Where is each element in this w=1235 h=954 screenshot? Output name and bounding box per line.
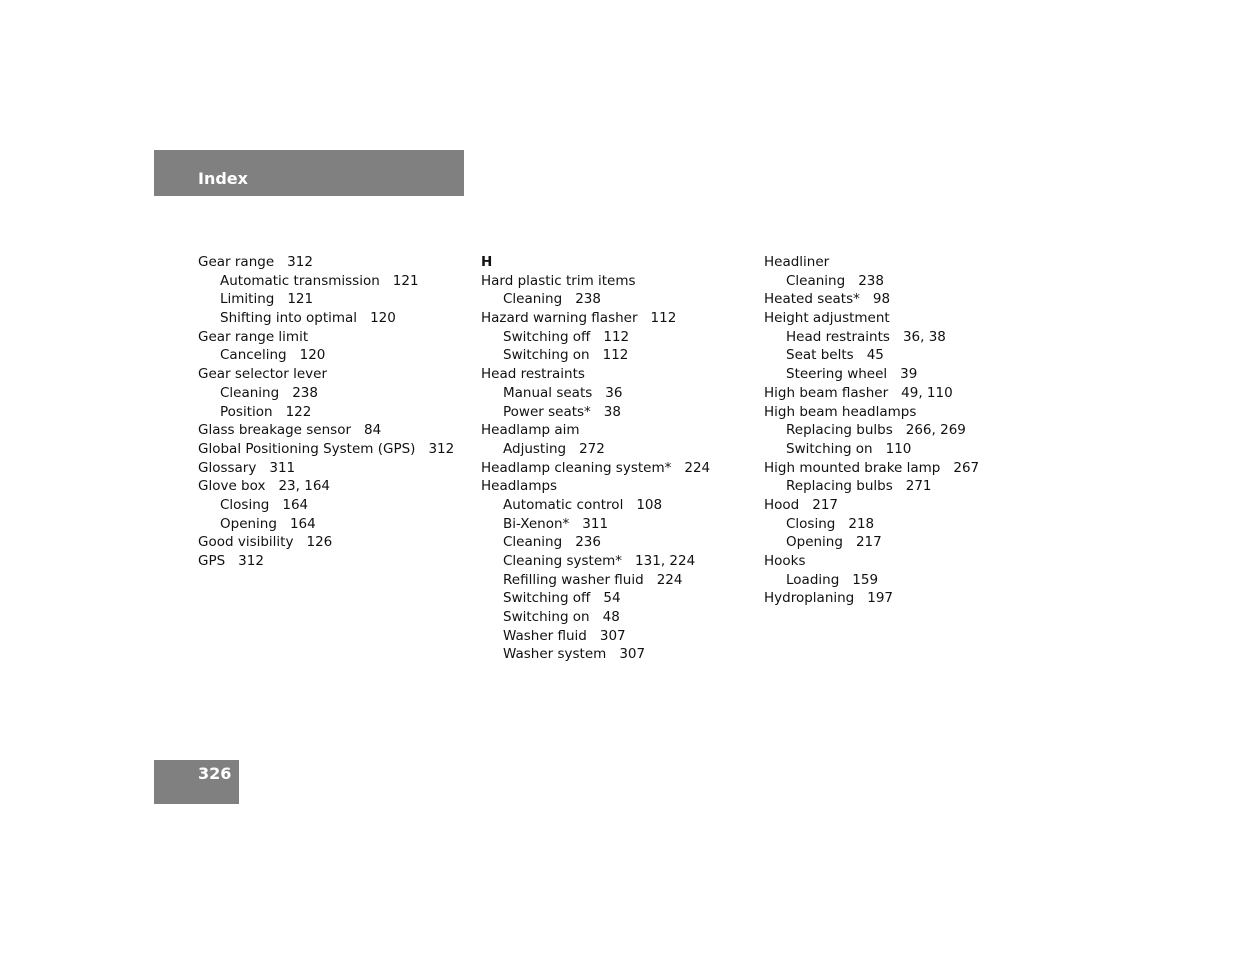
index-page-ref[interactable]: 311: [582, 515, 609, 532]
index-column-1: [198, 253, 468, 571]
index-term: Glove box: [198, 478, 266, 495]
index-term: Gear range: [198, 254, 275, 270]
index-subentry: [198, 403, 468, 422]
index-page-ref[interactable]: 267: [953, 459, 980, 476]
index-term: Closing: [786, 515, 836, 532]
index-term: Switching on: [786, 440, 873, 457]
index-page-ref[interactable]: 45: [866, 347, 884, 364]
index-page-ref[interactable]: 272: [579, 440, 605, 457]
index-entry: [764, 290, 1034, 309]
index-term: Height adjustment: [764, 310, 890, 327]
index-subentry: [481, 346, 751, 365]
index-subentry: [764, 533, 1034, 552]
index-entry: [481, 365, 751, 384]
index-subentry: [764, 421, 1034, 440]
index-page-ref[interactable]: 121: [287, 291, 314, 308]
page-title: Index: [198, 169, 248, 188]
index-term: Closing: [220, 496, 270, 513]
index-term: Power seats*: [503, 403, 591, 420]
index-page-ref[interactable]: 312: [428, 440, 455, 457]
index-letter-heading: [481, 253, 751, 272]
index-term: Cleaning: [220, 384, 280, 401]
index-term: Refilling washer fluid: [503, 571, 644, 588]
index-page-ref[interactable]: 39: [900, 366, 918, 383]
index-subentry: [481, 552, 751, 571]
index-entry: [764, 552, 1034, 571]
index-subentry: [198, 272, 468, 291]
index-page-ref[interactable]: 122: [285, 403, 312, 420]
index-term: High beam flasher: [764, 384, 889, 401]
index-page-ref[interactable]: 217: [855, 534, 882, 551]
index-subentry: [481, 515, 751, 534]
index-subentry: [481, 533, 751, 552]
index-subentry: [764, 477, 1034, 496]
index-entry: [198, 365, 468, 384]
index-term: Hydroplaning: [764, 590, 855, 607]
index-term: Hooks: [764, 553, 806, 569]
index-term: GPS: [198, 553, 226, 569]
index-page-ref[interactable]: 49, 110: [901, 384, 953, 401]
index-page-ref[interactable]: 126: [306, 534, 333, 551]
index-term: Gear selector lever: [198, 366, 327, 383]
index-entry: [481, 459, 751, 478]
index-page-ref[interactable]: 120: [370, 310, 396, 327]
index-entry: [198, 328, 468, 347]
index-subentry: [481, 608, 751, 627]
index-page-ref[interactable]: 112: [603, 328, 630, 345]
index-subentry: [198, 515, 468, 534]
index-term: Switching on: [503, 609, 590, 626]
index-subentry: [764, 440, 1034, 459]
index-term: Global Positioning System (GPS): [198, 440, 416, 457]
index-subentry: [198, 309, 468, 328]
index-page-ref[interactable]: 164: [289, 515, 316, 532]
index-term: Automatic control: [503, 496, 624, 513]
index-term: High mounted brake lamp: [764, 459, 941, 476]
index-entry: [764, 459, 1034, 478]
index-subentry: [481, 403, 751, 422]
index-term: Automatic transmission: [220, 272, 380, 289]
index-term: Opening: [220, 515, 277, 532]
index-page-ref[interactable]: 131, 224: [635, 553, 696, 569]
index-term: Glossary: [198, 459, 257, 476]
index-column-2: [481, 253, 751, 664]
index-term: Headlamps: [481, 478, 558, 495]
index-entry: [198, 421, 468, 440]
index-subentry: [481, 645, 751, 664]
index-subentry: [481, 589, 751, 608]
index-term: Limiting: [220, 291, 275, 308]
index-entry: [481, 477, 751, 496]
index-term: Switching off: [503, 590, 591, 607]
index-page-ref[interactable]: 112: [650, 310, 677, 327]
index-page-ref[interactable]: 84: [364, 422, 382, 439]
index-page-ref[interactable]: 36: [605, 384, 623, 401]
index-term: Gear range limit: [198, 328, 309, 345]
index-page-ref[interactable]: 238: [575, 291, 601, 308]
index-entry: [481, 421, 751, 440]
index-page-ref[interactable]: 312: [238, 553, 264, 569]
index-page-ref[interactable]: 224: [656, 571, 683, 588]
index-entry: [198, 253, 468, 272]
index-page-ref[interactable]: 224: [684, 459, 711, 476]
index-entry: [198, 459, 468, 478]
index-page-ref[interactable]: 38: [603, 403, 621, 420]
index-subentry: [481, 571, 751, 590]
index-term: Canceling: [220, 347, 287, 364]
index-entry: [764, 403, 1034, 422]
index-entry: [764, 309, 1034, 328]
index-page-ref[interactable]: 312: [287, 254, 313, 270]
index-subentry: [481, 328, 751, 347]
index-entry: [198, 477, 468, 496]
index-subentry: [481, 290, 751, 309]
index-entry: [764, 384, 1034, 403]
index-page-ref[interactable]: 48: [602, 609, 620, 626]
index-term: Washer fluid: [503, 627, 587, 644]
index-entry: [481, 309, 751, 328]
index-page-ref[interactable]: 98: [872, 291, 891, 308]
index-page-ref[interactable]: 217: [812, 496, 839, 513]
index-term: Headlamp aim: [481, 422, 580, 439]
index-term: Glass breakage sensor: [198, 422, 352, 439]
index-term: High beam headlamps: [764, 403, 917, 420]
index-page-ref[interactable]: 121: [392, 272, 419, 289]
index-term: Adjusting: [503, 440, 567, 457]
index-subentry: [764, 515, 1034, 534]
index-page-ref[interactable]: 271: [905, 478, 932, 495]
index-term: Steering wheel: [786, 366, 888, 383]
index-entry: [764, 253, 1034, 272]
index-header-bar: [154, 150, 464, 196]
page-number: 326: [198, 764, 232, 783]
index-page-ref[interactable]: 120: [299, 347, 326, 364]
index-page-ref[interactable]: 266, 269: [905, 422, 966, 439]
index-term: Switching on: [503, 347, 590, 364]
index-column-3: [764, 253, 1034, 608]
index-entry: [198, 440, 468, 459]
index-term: Headliner: [764, 254, 830, 270]
page-number-box: [154, 760, 239, 804]
index-page-ref[interactable]: 238: [858, 272, 884, 289]
index-page-ref[interactable]: 311: [269, 459, 296, 476]
index-term: Cleaning system*: [503, 553, 623, 569]
index-page-ref[interactable]: 218: [848, 515, 875, 532]
index-term: Cleaning: [786, 272, 846, 289]
index-page-ref[interactable]: 307: [619, 646, 646, 663]
index-subentry: [198, 290, 468, 309]
index-term: Replacing bulbs: [786, 422, 893, 439]
index-page-ref[interactable]: 159: [852, 571, 879, 588]
index-entry: [764, 496, 1034, 515]
index-term: Cleaning: [503, 534, 563, 551]
index-page-ref[interactable]: 238: [292, 384, 318, 401]
index-term: Washer system: [503, 646, 607, 663]
index-term: Head restraints: [786, 328, 890, 345]
index-entry: [481, 272, 751, 291]
index-term: Shifting into optimal: [220, 310, 358, 327]
index-term: Head restraints: [481, 366, 585, 383]
index-subentry: [198, 384, 468, 403]
index-term: Replacing bulbs: [786, 478, 893, 495]
index-page-ref[interactable]: 236: [575, 534, 601, 551]
index-subentry: [481, 384, 751, 403]
index-subentry: [198, 496, 468, 515]
index-term: Position: [220, 403, 273, 420]
index-term: Switching off: [503, 328, 591, 345]
index-term: Hazard warning flasher: [481, 310, 638, 327]
index-term: Seat belts: [786, 347, 854, 364]
index-page-ref[interactable]: 108: [636, 496, 663, 513]
index-page-ref[interactable]: 54: [603, 590, 621, 607]
index-term: Good visibility: [198, 534, 294, 551]
index-entry: [198, 552, 468, 571]
index-page-ref[interactable]: 110: [885, 440, 912, 457]
index-subentry: [764, 346, 1034, 365]
index-term: Bi-Xenon*: [503, 515, 570, 532]
index-subentry: [764, 571, 1034, 590]
index-subentry: [481, 440, 751, 459]
index-term: Hood: [764, 496, 800, 513]
index-entry: [198, 533, 468, 552]
index-term: Heated seats*: [764, 291, 860, 308]
index-entry: [764, 589, 1034, 608]
index-subentry: [764, 272, 1034, 291]
index-subentry: [481, 627, 751, 646]
index-page-ref[interactable]: 23, 164: [278, 478, 330, 495]
index-subentry: [764, 365, 1034, 384]
index-page-ref[interactable]: 307: [599, 627, 626, 644]
index-page-ref[interactable]: 164: [282, 496, 309, 513]
index-term: Hard plastic trim items: [481, 272, 636, 289]
index-page-ref[interactable]: 112: [602, 347, 629, 364]
index-term: Headlamp cleaning system*: [481, 459, 672, 476]
index-page-ref[interactable]: 36, 38: [902, 328, 946, 345]
index-term: H: [481, 254, 493, 270]
index-term: Manual seats: [503, 384, 593, 401]
index-term: Cleaning: [503, 291, 563, 308]
index-subentry: [198, 346, 468, 365]
index-subentry: [481, 496, 751, 515]
index-page-ref[interactable]: 197: [867, 590, 894, 607]
index-term: Opening: [786, 534, 843, 551]
index-subentry: [764, 328, 1034, 347]
index-term: Loading: [786, 571, 840, 588]
